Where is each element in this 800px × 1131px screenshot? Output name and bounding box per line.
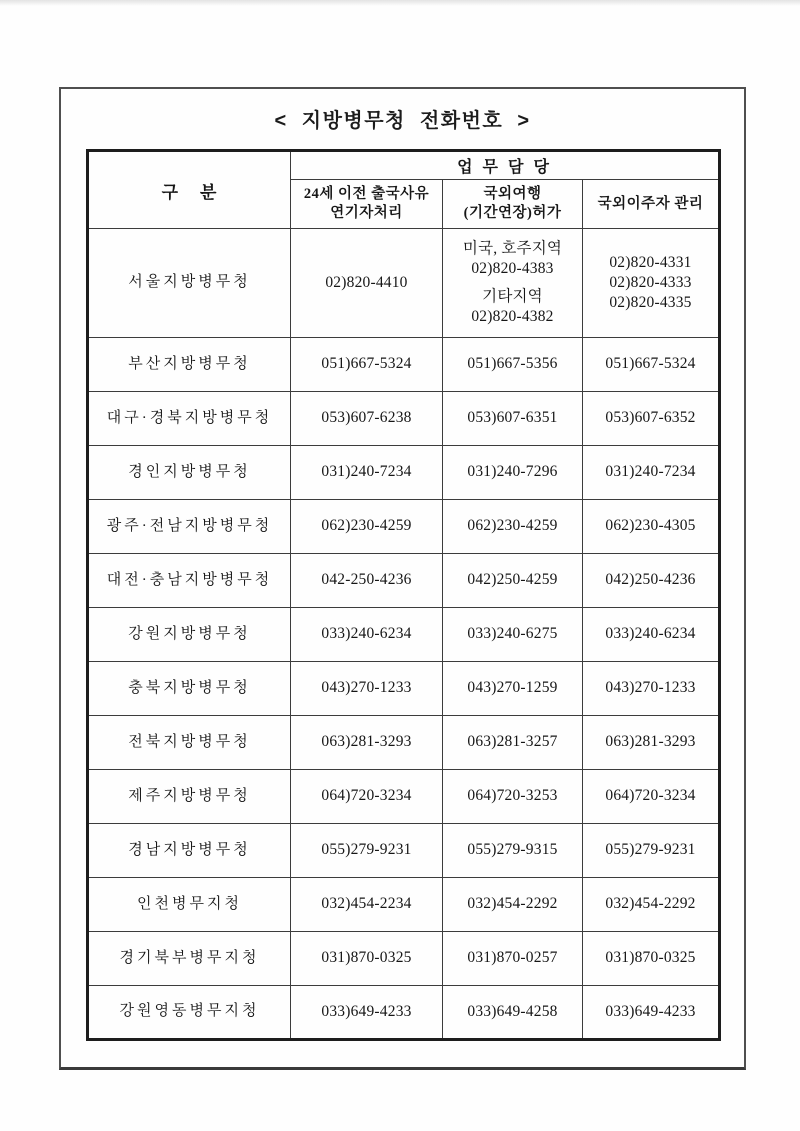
cell-line: 광주·전남지방병무청	[106, 517, 273, 534]
office-name-cell	[88, 338, 291, 392]
cell-line: 053)607-6351	[467, 409, 558, 427]
cell-line: 02)820-4382	[471, 308, 554, 326]
cell-line: 대구·경북지방병무청	[106, 409, 273, 426]
document-border-frame	[59, 87, 746, 1070]
cell-line: 051)667-5356	[467, 355, 558, 373]
cell-line: 033)649-4258	[467, 1002, 558, 1020]
cell-line: 경인지방병무청	[128, 463, 251, 480]
phone-number-cell	[291, 878, 443, 932]
cell-line: 043)270-1259	[467, 679, 558, 697]
phone-number-cell	[583, 338, 720, 392]
cell-line: 국외여행	[483, 186, 542, 203]
phone-number-cell	[583, 716, 720, 770]
cell-line: 051)667-5324	[605, 355, 696, 373]
cell-line: 031)240-7234	[321, 463, 412, 481]
cell-line: 043)270-1233	[321, 679, 412, 697]
office-name-cell	[88, 770, 291, 824]
phone-number-cell	[583, 446, 720, 500]
cell-line: 064)720-3234	[605, 787, 696, 805]
phone-number-cell	[443, 878, 583, 932]
office-name-cell	[88, 608, 291, 662]
cell-line: 02)820-4333	[609, 273, 692, 291]
cell-line: 062)230-4259	[321, 517, 412, 535]
cell-line: 충북지방병무청	[128, 679, 251, 696]
phone-number-cell	[583, 662, 720, 716]
cell-line: 제주지방병무청	[128, 787, 251, 804]
page-title: < 지방병무청 전화번호 >	[274, 110, 531, 132]
cell-line: 기타지역	[482, 288, 543, 305]
cell-line: 02)820-4331	[609, 253, 692, 271]
cell-line: 032)454-2292	[467, 895, 558, 913]
cell-line: 053)607-6352	[605, 409, 696, 427]
phone-number-cell	[583, 229, 720, 338]
subheader-cell-emigrant-management	[583, 180, 720, 229]
phone-number-cell	[583, 932, 720, 986]
phone-number-cell	[583, 608, 720, 662]
cell-line: 02)820-4383	[471, 259, 554, 277]
cell-line: 대전·충남지방병무청	[106, 571, 273, 588]
phone-number-cell	[291, 446, 443, 500]
office-name-cell	[88, 229, 291, 338]
cell-line: 02)820-4335	[609, 294, 692, 312]
phone-number-cell	[443, 608, 583, 662]
office-name-cell	[88, 716, 291, 770]
office-name-cell	[88, 446, 291, 500]
cell-line: 031)870-0325	[321, 949, 412, 967]
cell-line: 033)240-6234	[605, 625, 696, 643]
phone-number-cell	[583, 878, 720, 932]
table-row	[88, 608, 720, 662]
cell-line: 032)454-2292	[605, 895, 696, 913]
cell-line: 미국, 호주지역	[462, 239, 563, 257]
cell-line: 064)720-3234	[321, 787, 412, 805]
phone-number-cell	[291, 608, 443, 662]
cell-line: 24세 이전 출국사유	[303, 186, 430, 203]
cell-line: 경기북부병무지청	[119, 949, 260, 966]
cell-line: 063)281-3293	[605, 733, 696, 751]
table-row	[88, 770, 720, 824]
cell-line: 051)667-5324	[321, 355, 412, 373]
table-row	[88, 986, 720, 1040]
phone-number-cell	[443, 770, 583, 824]
phone-number-cell	[443, 824, 583, 878]
phone-number-cell	[291, 338, 443, 392]
cell-line: 063)281-3257	[467, 733, 558, 751]
cell-line	[447, 279, 578, 287]
cell-line: 055)279-9231	[605, 841, 696, 859]
phone-number-cell	[583, 500, 720, 554]
group-header-cell: 업 무 담 당	[291, 151, 720, 180]
cell-line: 031)240-7296	[467, 463, 558, 481]
table-row	[88, 392, 720, 446]
office-name-cell	[88, 824, 291, 878]
cell-line: 053)607-6238	[321, 409, 412, 427]
cell-line: 031)870-0257	[467, 949, 558, 967]
phone-table-container	[86, 149, 721, 1041]
phone-number-cell	[291, 824, 443, 878]
cell-line: 062)230-4305	[605, 517, 696, 535]
phone-number-cell	[291, 770, 443, 824]
cell-line: 043)270-1233	[605, 679, 696, 697]
corner-header-cell: 구 분	[88, 151, 291, 229]
cell-line: 033)240-6234	[321, 625, 412, 643]
cell-line: 032)454-2234	[321, 895, 412, 913]
cell-line: 연기자처리	[330, 205, 403, 221]
cell-line: 강원영동병무지청	[119, 1003, 260, 1020]
table-row	[88, 500, 720, 554]
subheader-cell-departure-deferral	[291, 180, 443, 229]
office-name-cell	[88, 554, 291, 608]
cell-line: 063)281-3293	[321, 733, 412, 751]
phone-number-cell	[291, 986, 443, 1040]
table-row	[88, 932, 720, 986]
cell-line: 강원지방병무청	[128, 625, 251, 642]
phone-number-cell	[443, 229, 583, 338]
table-row	[88, 446, 720, 500]
cell-line: 042)250-4259	[467, 571, 558, 589]
phone-number-cell	[443, 716, 583, 770]
cell-line: 031)240-7234	[605, 463, 696, 481]
cell-line: 02)820-4410	[325, 273, 408, 291]
cell-line: 부산지방병무청	[128, 355, 251, 372]
cell-line: 033)649-4233	[605, 1002, 696, 1020]
phone-number-cell	[443, 986, 583, 1040]
phone-number-cell	[291, 716, 443, 770]
office-name-cell	[88, 500, 291, 554]
cell-line: 031)870-0325	[605, 949, 696, 967]
phone-number-cell	[443, 932, 583, 986]
cell-line: 전북지방병무청	[128, 733, 251, 750]
phone-number-cell	[443, 446, 583, 500]
table-row	[88, 824, 720, 878]
office-name-cell	[88, 662, 291, 716]
phone-number-cell	[443, 662, 583, 716]
phone-directory-table	[86, 149, 721, 1041]
phone-number-cell	[443, 338, 583, 392]
table-row	[88, 662, 720, 716]
header-row-group	[88, 151, 720, 180]
phone-number-cell	[443, 392, 583, 446]
cell-line: 인천병무지청	[137, 895, 242, 912]
phone-number-cell	[291, 392, 443, 446]
cell-line: 055)279-9231	[321, 841, 412, 859]
table-row	[88, 229, 720, 338]
office-name-cell	[88, 878, 291, 932]
cell-line: 055)279-9315	[467, 841, 558, 859]
table-row	[88, 878, 720, 932]
table-row	[88, 554, 720, 608]
phone-number-cell	[291, 932, 443, 986]
cell-line: 042-250-4236	[321, 571, 412, 589]
phone-number-cell	[583, 392, 720, 446]
phone-number-cell	[583, 770, 720, 824]
phone-number-cell	[583, 824, 720, 878]
phone-number-cell	[443, 500, 583, 554]
office-name-cell	[88, 932, 291, 986]
cell-line: 국외이주자 관리	[597, 195, 704, 212]
scan-edge-artifact	[0, 0, 800, 6]
cell-line: 064)720-3253	[467, 787, 558, 805]
phone-number-cell	[583, 986, 720, 1040]
cell-line: 033)240-6275	[467, 625, 558, 643]
phone-number-cell	[291, 229, 443, 338]
table-row	[88, 338, 720, 392]
office-name-cell	[88, 392, 291, 446]
table-row	[88, 716, 720, 770]
phone-number-cell	[583, 554, 720, 608]
cell-line: 042)250-4236	[605, 571, 696, 589]
table-body	[88, 229, 720, 1040]
office-name-cell	[88, 986, 291, 1040]
phone-number-cell	[291, 662, 443, 716]
table-header	[88, 151, 720, 229]
phone-number-cell	[443, 554, 583, 608]
cell-line: 033)649-4233	[321, 1002, 412, 1020]
cell-line: 062)230-4259	[467, 517, 558, 535]
phone-number-cell	[291, 500, 443, 554]
subheader-cell-overseas-travel	[443, 180, 583, 229]
phone-number-cell	[291, 554, 443, 608]
cell-line: 경남지방병무청	[128, 841, 251, 858]
cell-line: 서울지방병무청	[128, 274, 251, 291]
cell-line: (기간연장)허가	[463, 205, 562, 221]
